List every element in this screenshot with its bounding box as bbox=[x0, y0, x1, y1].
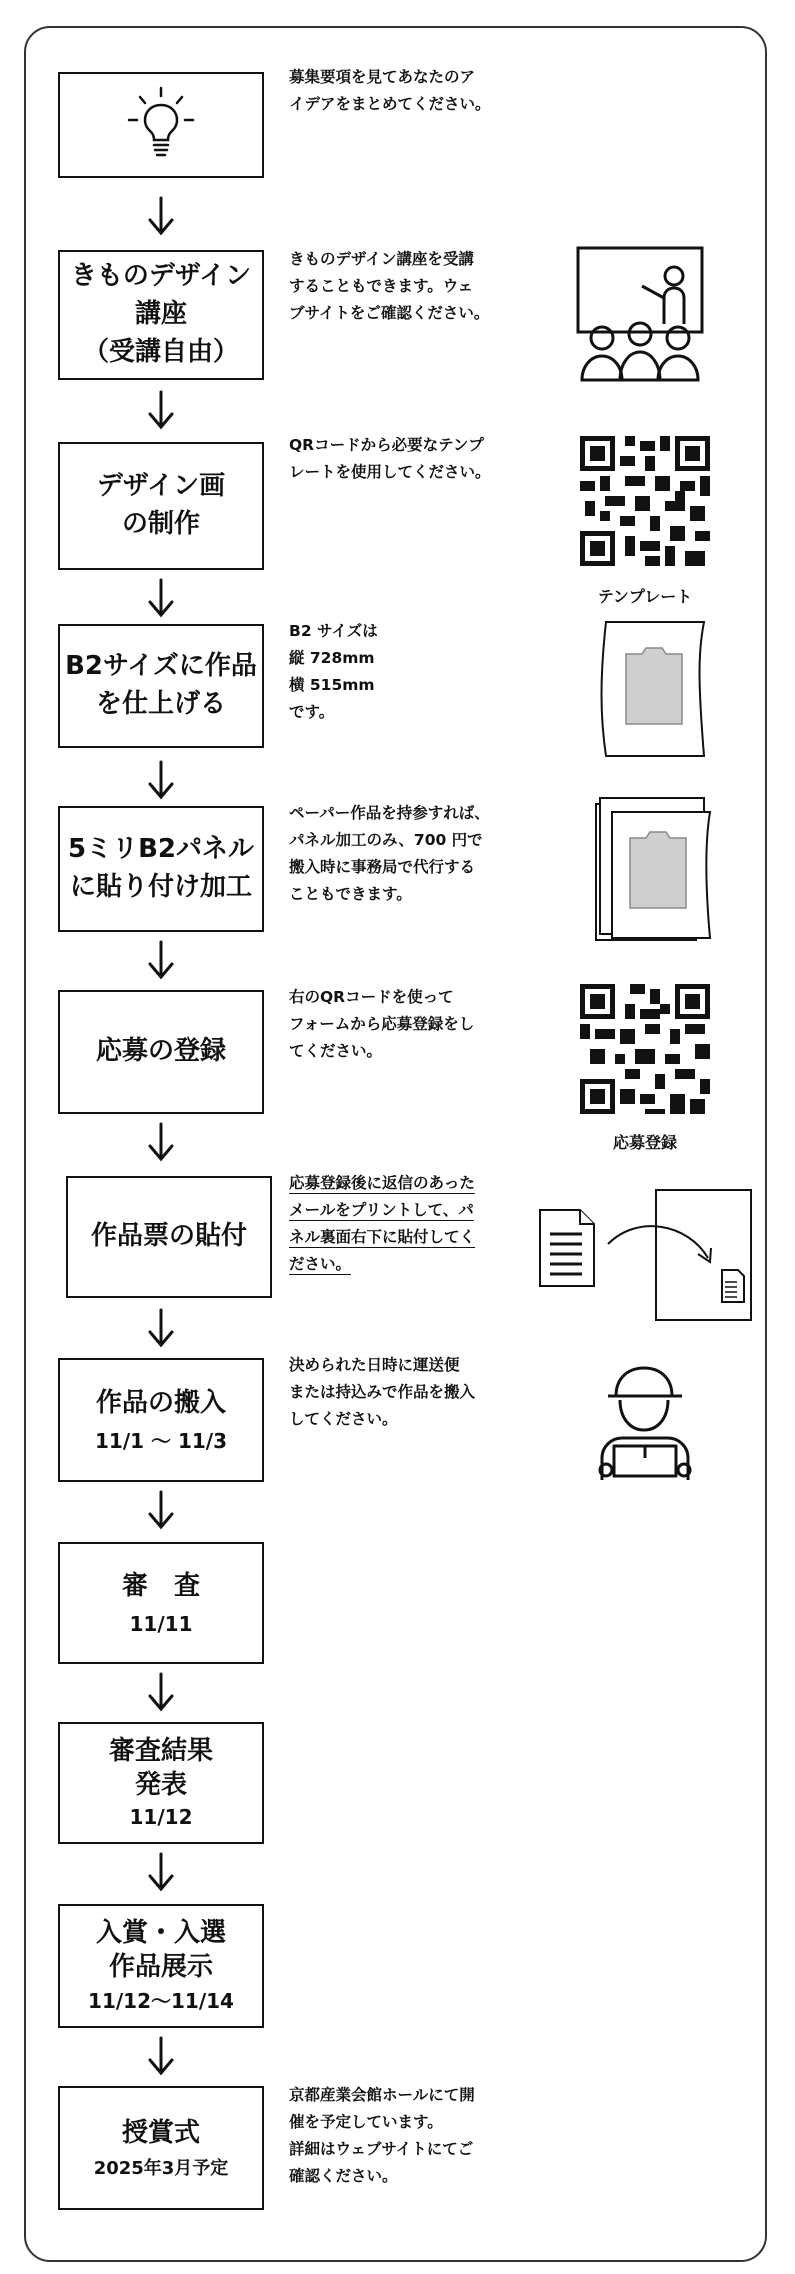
step-award-title: 授賞式 bbox=[121, 2117, 200, 2148]
arrow-down-icon bbox=[146, 940, 176, 980]
teacher-icon bbox=[570, 244, 710, 384]
arrow-down-icon bbox=[146, 1308, 176, 1348]
step-register-box bbox=[58, 990, 264, 1114]
step-exhibit-box bbox=[58, 1904, 264, 2028]
arrow-down-icon bbox=[146, 760, 176, 800]
step-label-desc bbox=[289, 1170, 515, 1279]
arrow-down-icon bbox=[146, 578, 176, 618]
step-register-desc: 右のQRコードを使って フォームから応募登録をし てください。 bbox=[289, 988, 475, 1061]
step-label-box bbox=[66, 1176, 272, 1298]
arrow-down-icon bbox=[146, 1490, 176, 1530]
arrow-down-icon bbox=[146, 2036, 176, 2076]
arrow-down-icon bbox=[146, 196, 176, 236]
step-design-title: デザイン画 の制作 bbox=[96, 471, 226, 539]
step-course-title: きものデザイン講座 （受講自由） bbox=[70, 261, 252, 367]
lightbulb-icon bbox=[126, 85, 196, 165]
register-caption: 応募登録 bbox=[612, 1133, 677, 1152]
delivery-person-icon bbox=[594, 1362, 696, 1486]
arrow-down-icon bbox=[146, 1672, 176, 1712]
step-award-date: 2025年3月予定 bbox=[93, 2158, 229, 2180]
step-exhibit-date: 11/12～11/14 bbox=[88, 1988, 234, 2013]
step-delivery-box bbox=[58, 1358, 264, 1482]
step-finish-desc: B2 サイズは 縦 728mm 横 515mm です。 bbox=[289, 622, 378, 722]
step-panel-box bbox=[58, 806, 264, 932]
arrow-down-icon bbox=[146, 1122, 176, 1162]
step-panel-desc: ペーパー作品を持参すれば、 パネル加工のみ、700 円で 搬入時に事務局で代行する こともできます。 bbox=[289, 804, 490, 904]
step-label-title: 作品票の貼付 bbox=[90, 1221, 247, 1252]
step-award-box bbox=[58, 2086, 264, 2210]
step-idea-box bbox=[58, 72, 264, 178]
step-result-date: 11/12 bbox=[129, 1804, 193, 1829]
step-review-date: 11/11 bbox=[129, 1611, 193, 1636]
template-caption: テンプレート bbox=[597, 587, 693, 606]
step-label-desc-text: 応募登録後に返信のあった メールをプリントして、パ ネル裏面右下に貼付してく ださい。 bbox=[289, 1174, 476, 1274]
step-panel-title: 5ミリB2パネル に貼り付け加工 bbox=[68, 834, 254, 902]
step-finish-box bbox=[58, 624, 264, 748]
step-review-title: 審 査 bbox=[121, 1571, 200, 1602]
paper-icon bbox=[596, 614, 714, 764]
step-award-desc: 京都産業会館ホールにて開 催を予定しています。 詳細はウェブサイトにてご 確認ください。 bbox=[289, 2086, 475, 2186]
arrow-down-icon bbox=[146, 390, 176, 430]
step-delivery-desc: 決められた日時に運送便 または持込みで作品を搬入 してください。 bbox=[289, 1356, 476, 1429]
panel-icon bbox=[590, 790, 716, 950]
document-icon bbox=[536, 1180, 762, 1330]
arrow-down-icon bbox=[146, 1852, 176, 1892]
step-finish-title: B2サイズに作品 を仕上げる bbox=[65, 651, 257, 719]
step-result-box bbox=[58, 1722, 264, 1844]
step-delivery-date: 11/1 ～ 11/3 bbox=[94, 1428, 228, 1453]
step-course-desc: きものデザイン講座を受講 することもできます。ウェ ブサイトをご確認ください。 bbox=[289, 250, 490, 323]
qr-code-icon[interactable] bbox=[580, 984, 710, 1114]
step-register-title: 応募の登録 bbox=[95, 1036, 226, 1067]
step-course-box bbox=[58, 250, 264, 380]
step-design-box bbox=[58, 442, 264, 570]
qr-code-icon[interactable] bbox=[580, 436, 710, 566]
step-design-desc: QRコードから必要なテンプ レートを使用してください。 bbox=[289, 436, 491, 482]
step-result-title: 審査結果 発表 bbox=[108, 1736, 213, 1800]
step-exhibit-title: 入賞・入選 作品展示 bbox=[95, 1918, 226, 1982]
step-delivery-title: 作品の搬入 bbox=[95, 1388, 226, 1419]
step-idea-desc: 募集要項を見てあなたのア イデアをまとめてください。 bbox=[289, 68, 491, 114]
step-review-box bbox=[58, 1542, 264, 1664]
